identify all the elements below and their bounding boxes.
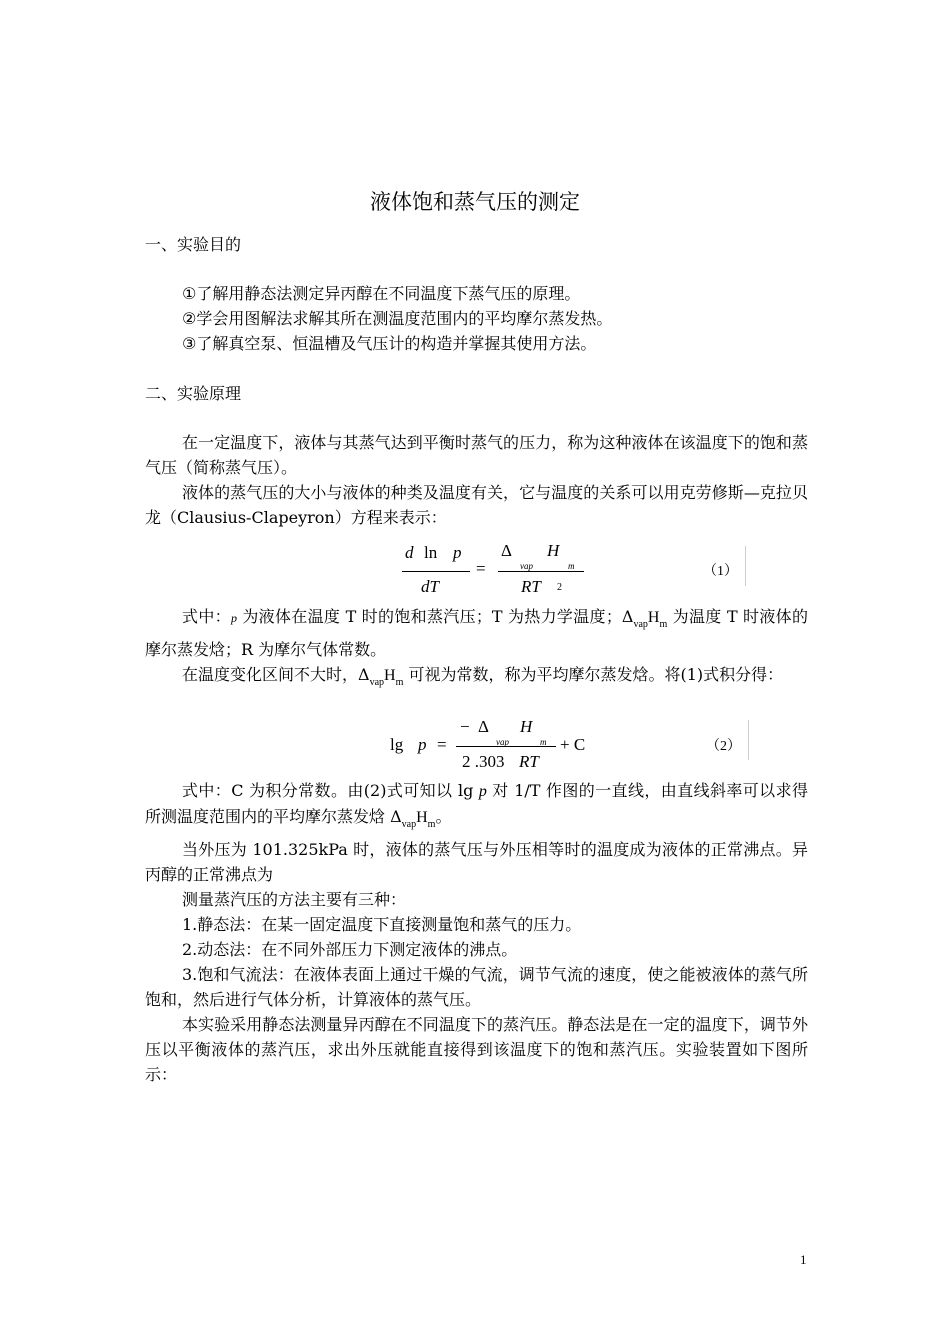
eq1-rhs-fraction-bar (498, 571, 584, 572)
eq1-m: m (568, 561, 575, 571)
objective-item: ①了解用静态法测定异丙醇在不同温度下蒸气压的原理。 (182, 284, 581, 303)
subscript-m: m (427, 819, 436, 830)
eq1-lhs-fraction-bar (402, 571, 470, 572)
eq2-lg: lg (390, 735, 404, 754)
paragraph-text: 1.静态法：在某一固定温度下直接测量饱和蒸气的压力。 (182, 915, 582, 934)
text-run: 为液体在温度 T 时的饱和蒸汽压；T 为热力学温度；Δ (236, 607, 634, 626)
section-heading-objectives: 一、实验目的 (145, 235, 242, 254)
eq2-vap: vap (496, 737, 509, 747)
eq1-RT: RT (521, 577, 541, 596)
symbol-p: p (478, 783, 487, 800)
subscript-m: m (659, 619, 668, 630)
eq1-delta: Δ (501, 541, 512, 560)
eq2-minus: − (460, 717, 470, 736)
eq1-d: d (405, 543, 414, 562)
subscript-vap: vap (369, 677, 385, 688)
eq1-vap: vap (520, 561, 533, 571)
paragraph (145, 430, 808, 530)
eq2-equals: = (437, 735, 447, 754)
page-title: 液体饱和蒸气压的测定 (370, 190, 580, 214)
paragraph (145, 778, 808, 1087)
paragraph-text: 3.饱和气流法：在液体表面上通过干燥的气流，调节气流的速度，使之能被液体的蒸气所饱和，然后进行气体分析，计算液体的蒸气压。 (145, 965, 808, 1009)
paragraph (145, 604, 808, 695)
section-heading-principle: 二、实验原理 (145, 384, 242, 403)
symbol-H: H (384, 667, 396, 684)
subscript-vap: vap (401, 819, 417, 830)
eq2-delta: Δ (478, 717, 489, 736)
paragraph-text (145, 604, 808, 662)
eq1-dT: dT (421, 577, 439, 596)
text-run: 式中：C 为积分常数。由(2)式可知以 lg (182, 781, 479, 800)
paragraph-text: 本实验采用静态法测量异丙醇在不同温度下的蒸汽压。静态法是在一定的温度下，调节外压以平衡液体的蒸汽压，求出外压就能直接得到该温度下的饱和蒸汽压。实验装置如下图所示： (145, 1015, 808, 1084)
eq2-m: m (540, 737, 547, 747)
eq1-square: 2 (557, 582, 562, 593)
eq2-RT: RT (519, 752, 539, 771)
eq2-plus-c: + C (560, 735, 586, 754)
eq1-ln: ln (424, 543, 438, 562)
eq1-p: p (453, 543, 462, 562)
objective-item: ②学会用图解法求解其所在测温度范围内的平均摩尔蒸发热。 (182, 309, 613, 328)
text-run: 。 (435, 807, 452, 826)
eq1-equals: = (476, 559, 486, 578)
paragraph-text: 在一定温度下，液体与其蒸气达到平衡时蒸气的压力，称为这种液体在该温度下的饱和蒸气压（简称蒸气压）。 (145, 433, 808, 477)
eq2-fraction-bar (456, 746, 556, 747)
eq2-H: H (520, 717, 533, 736)
equation-1-number: （1） (703, 564, 738, 579)
page-number: 1 (800, 1252, 807, 1267)
text-run: 式中： (182, 607, 231, 626)
symbol-H: H (416, 809, 428, 826)
paragraph-text (145, 778, 808, 837)
objective-item: ③了解真空泵、恒温槽及气压计的构造并掌握其使用方法。 (182, 334, 597, 353)
paragraph-text: 当外压为 101.325kPa 时，液体的蒸气压与外压相等时的温度成为液体的正常沸点。异丙醇的正常沸点为 (145, 840, 808, 884)
subscript-m: m (395, 677, 404, 688)
text-run: 可视为常数，称为平均摩尔蒸发焓。将(1)式积分得： (403, 665, 784, 684)
eq2-denominator-number: 2 .303 (462, 752, 505, 771)
eq1-H: H (547, 541, 560, 560)
paragraph-text (145, 662, 808, 695)
text-run: 对 1/T 作图的一直线，由直线斜率可以求得所测温度范围内的平均摩尔蒸发焓 Δ (145, 781, 808, 826)
subscript-vap: vap (633, 619, 648, 630)
symbol-H: H (647, 609, 660, 626)
text-run: 为温度 T 时液体的摩尔蒸发焓；R 为摩尔气体常数。 (145, 607, 808, 659)
equation-2-number: （2） (706, 739, 741, 754)
eq2-p: p (418, 735, 427, 754)
text-run: 在温度变化区间不大时，Δ (182, 665, 370, 684)
equation-2 (390, 714, 620, 774)
paragraph-text: 液体的蒸气压的大小与液体的种类及温度有关，它与温度的关系可以用克劳修斯—克拉贝龙（Clausius-Clapeyron）方程来表示： (145, 483, 808, 527)
margin-rule (748, 720, 749, 760)
symbol-p: p (230, 611, 237, 625)
paragraph-text: 2.动态法：在不同外部压力下测定液体的沸点。 (182, 940, 518, 959)
margin-rule (745, 546, 746, 586)
paragraph-text: 测量蒸汽压的方法主要有三种： (182, 890, 407, 909)
equation-1 (400, 538, 600, 600)
